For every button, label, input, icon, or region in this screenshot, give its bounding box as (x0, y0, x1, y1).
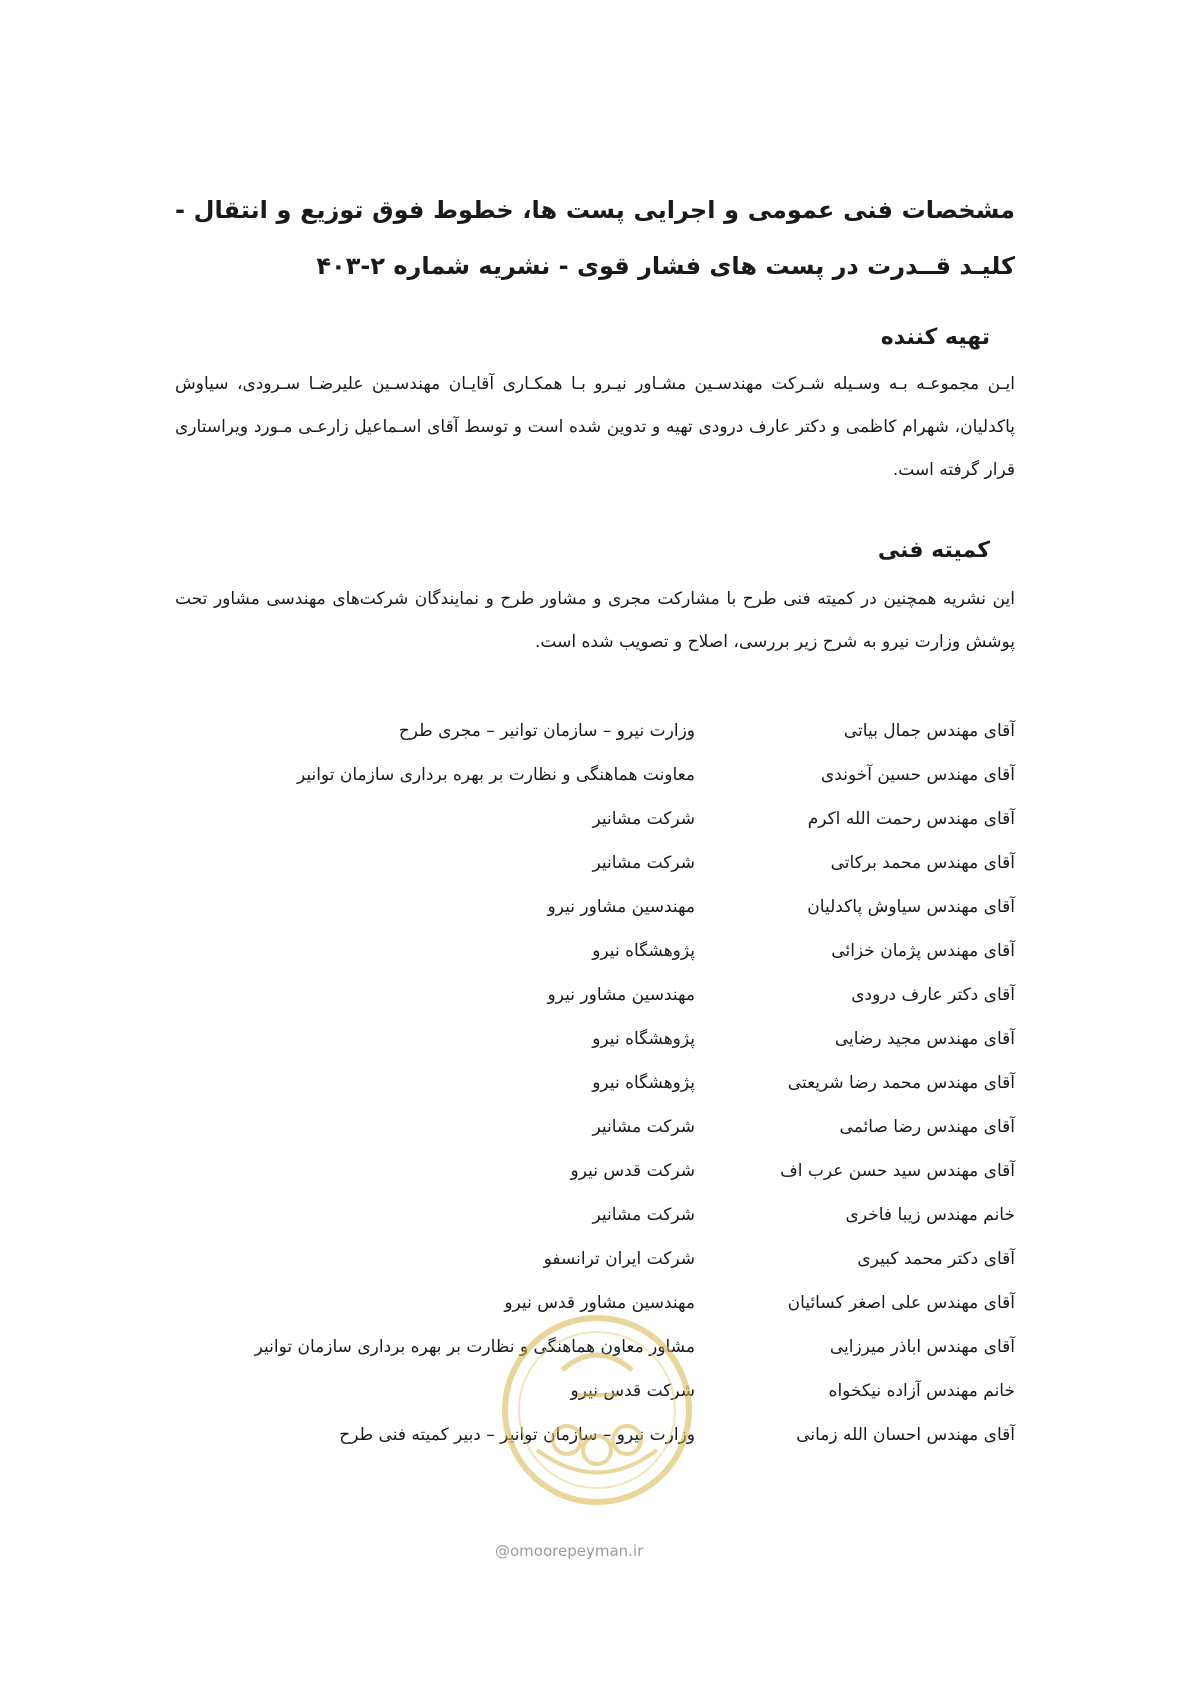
member-name: آقای مهندس علی اصغر کسائیان (787, 1293, 1015, 1313)
member-organization: معاونت هماهنگی و نظارت بر بهره برداری سازمان توانیر (296, 765, 695, 785)
member-name: آقای مهندس اباذر میرزایی (829, 1337, 1015, 1357)
member-organization: شرکت ایران ترانسفو (543, 1249, 695, 1269)
member-name: آقای دکتر عارف درودی (851, 985, 1015, 1005)
member-organization: مشاور معاون هماهنگی و نظارت بر بهره برداری سازمان توانیر (254, 1337, 695, 1357)
member-organization: شرکت مشانیر (592, 1205, 695, 1225)
committee-member-row (175, 1105, 1015, 1149)
member-name: آقای مهندس رحمت الله اکرم (807, 809, 1015, 829)
committee-intro: این نشریه همچنین در کمیته فنی طرح با مشارکت مجری و مشاور طرح و نمایندگان شرکت‌های مهندسی مشاور تحت پوشش وزارت نیرو به شرح زیر بررسی، اصلاح و تصویب شده است. (175, 589, 1015, 652)
member-name: آقای مهندس رضا صائمی (839, 1117, 1015, 1137)
member-name: آقای مهندس محمد رضا شریعتی (787, 1073, 1015, 1093)
watermark-url: @omoorepeyman.ir (495, 1542, 644, 1560)
member-organization: شرکت مشانیر (592, 809, 695, 829)
document-title: مشخصات فنی عمومی و اجرایی پست ها، خطوط فوق توزیع و انتقال - کلیـد قــدرت در پست های فشار قوی - نشریه شماره ۲-۴۰۳ (175, 196, 1015, 280)
member-organization: وزارت نیرو – سازمان توانیر – مجری طرح (398, 721, 695, 741)
committee-member-row (175, 1061, 1015, 1105)
member-organization: پژوهشگاه نیرو (592, 941, 695, 961)
member-name: آقای مهندس حسین آخوندی (820, 765, 1015, 785)
member-organization: مهندسین مشاور نیرو (547, 897, 695, 917)
member-organization: شرکت قدس نیرو (570, 1381, 695, 1401)
member-organization: مهندسین مشاور نیرو (547, 985, 695, 1005)
committee-member-row (175, 1149, 1015, 1193)
committee-member-row (175, 1017, 1015, 1061)
committee-heading: کمیته فنی (877, 538, 990, 563)
committee-member-row (175, 841, 1015, 885)
committee-member-row (175, 709, 1015, 753)
member-organization: پژوهشگاه نیرو (592, 1073, 695, 1093)
committee-member-row (175, 753, 1015, 797)
member-name: آقای مهندس محمد برکاتی (830, 853, 1015, 873)
member-name: آقای مهندس پژمان خزائی (831, 941, 1015, 961)
committee-member-row (175, 797, 1015, 841)
committee-member-row (175, 929, 1015, 973)
member-name: خانم مهندس آزاده نیکخواه (828, 1381, 1015, 1401)
member-organization: شرکت قدس نیرو (570, 1161, 695, 1181)
member-name: آقای مهندس سیاوش پاکدلیان (807, 897, 1015, 917)
member-organization: پژوهشگاه نیرو (592, 1029, 695, 1049)
omoorepeyman-seal-icon (492, 1300, 702, 1560)
member-name: آقای مهندس سید حسن عرب اف (780, 1161, 1015, 1181)
committee-member-row (175, 1237, 1015, 1281)
member-organization: وزارت نیرو – سازمان توانیر – دبیر کمیته فنی طرح (339, 1425, 695, 1445)
committee-member-row (175, 885, 1015, 929)
member-organization: شرکت مشانیر (592, 853, 695, 873)
member-name: آقای مهندس جمال بیاتی (843, 721, 1015, 741)
member-name: آقای مهندس مجید رضایی (834, 1029, 1015, 1049)
member-name: آقای دکتر محمد کبیری (857, 1249, 1015, 1269)
preparer-paragraph: ایـن مجموعـه بـه وسـیله شـرکت مهندسـین مشـاور نیـرو بـا همکـاری آقایـان مهندسـین علیرضـا سـرودی، سیاوش پاکدلیان، شهرام کاظمی و دکتر عارف درودی تهیه و تدوین شده است و توسط آقای اسـماعیل زارعـی مـورد ویراستاری قرار گرفته است. (175, 374, 1015, 480)
member-name: آقای مهندس احسان الله زمانی (796, 1425, 1015, 1445)
member-organization: مهندسین مشاور قدس نیرو (504, 1293, 695, 1313)
committee-member-row (175, 973, 1015, 1017)
committee-member-row (175, 1193, 1015, 1237)
member-organization: شرکت مشانیر (592, 1117, 695, 1137)
member-name: خانم مهندس زیبا فاخری (845, 1205, 1015, 1225)
preparer-heading: تهیه کننده (880, 325, 990, 350)
